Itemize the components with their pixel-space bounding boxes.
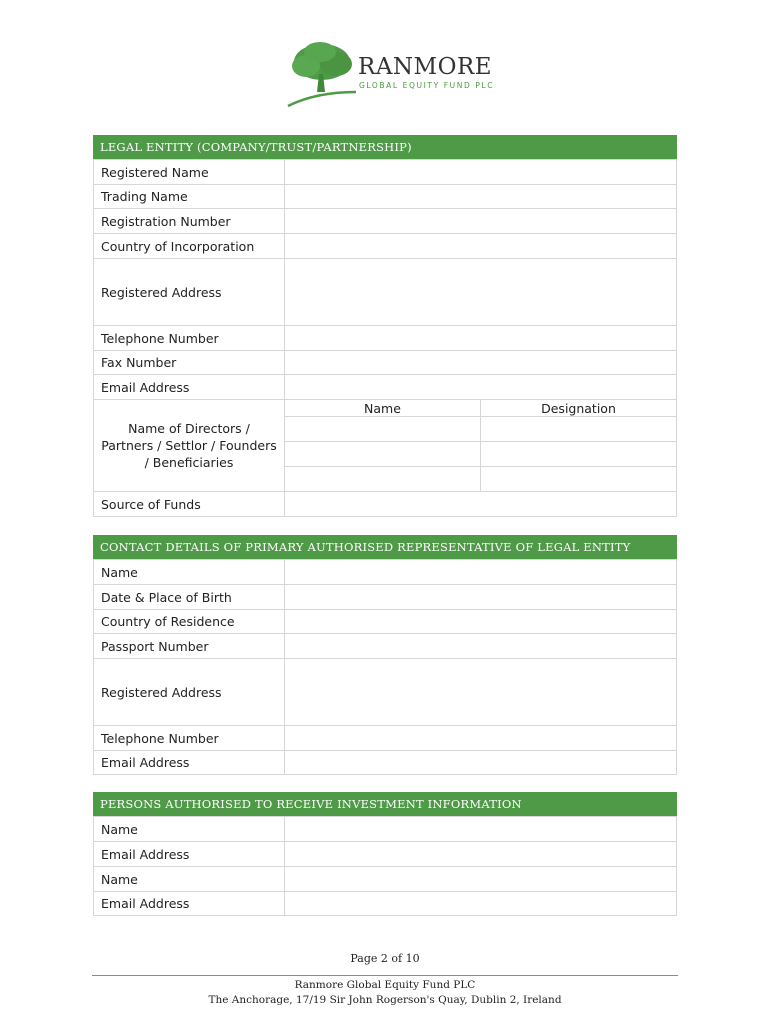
directors-header-row (94, 400, 677, 417)
contact-name-field[interactable] (285, 560, 677, 585)
field-label: Name (94, 560, 285, 585)
registered-name-field[interactable] (285, 160, 677, 185)
table-row (94, 585, 677, 610)
table-row (94, 351, 677, 375)
table-row (94, 726, 677, 751)
page-number: Page 2 of 10 (350, 952, 420, 965)
contact-table (93, 559, 677, 775)
field-label: Telephone Number (94, 726, 285, 751)
field-label: Trading Name (94, 185, 285, 209)
person-name-field[interactable] (285, 817, 677, 842)
table-row (94, 892, 677, 916)
contact-email-field[interactable] (285, 751, 677, 775)
table-row (94, 234, 677, 259)
field-label: Telephone Number (94, 326, 285, 351)
table-row (94, 610, 677, 634)
registered-address-field[interactable] (285, 259, 677, 326)
contact-address-field[interactable] (285, 659, 677, 726)
field-label: Registration Number (94, 209, 285, 234)
directors-label: Name of Directors / Partners / Settlor / Founders / Beneficiaries (94, 400, 285, 492)
footer-divider (92, 975, 678, 976)
name-column-header: Name (285, 400, 481, 417)
persons-header: PERSONS AUTHORISED TO RECEIVE INVESTMENT INFORMATION (93, 792, 677, 816)
country-of-residence-field[interactable] (285, 610, 677, 634)
persons-section (93, 792, 677, 916)
registration-number-field[interactable] (285, 209, 677, 234)
footer-address: The Anchorage, 17/19 Sir John Rogerson's Quay, Dublin 2, Ireland (208, 994, 562, 1006)
fax-number-field[interactable] (285, 351, 677, 375)
table-row (94, 160, 677, 185)
director-designation-field[interactable] (481, 417, 677, 442)
field-label: Email Address (94, 892, 285, 916)
country-of-incorporation-field[interactable] (285, 234, 677, 259)
director-name-field[interactable] (285, 467, 481, 492)
field-label: Registered Address (94, 259, 285, 326)
table-row (94, 209, 677, 234)
table-row (94, 185, 677, 209)
field-label: Email Address (94, 375, 285, 400)
passport-number-field[interactable] (285, 634, 677, 659)
field-label: Name (94, 867, 285, 892)
field-label: Country of Incorporation (94, 234, 285, 259)
person-email-field[interactable] (285, 892, 677, 916)
table-row (94, 492, 677, 517)
field-label: Date & Place of Birth (94, 585, 285, 610)
brand-subtitle: GLOBAL EQUITY FUND PLC (359, 81, 495, 90)
table-row (94, 326, 677, 351)
table-row (94, 817, 677, 842)
field-label: Source of Funds (94, 492, 285, 517)
field-label: Registered Name (94, 160, 285, 185)
table-row (94, 560, 677, 585)
table-row (94, 867, 677, 892)
director-name-field[interactable] (285, 442, 481, 467)
legal-entity-section (93, 135, 677, 517)
field-label: Country of Residence (94, 610, 285, 634)
field-label: Passport Number (94, 634, 285, 659)
contact-telephone-field[interactable] (285, 726, 677, 751)
table-row (94, 659, 677, 726)
legal-entity-table (93, 159, 677, 517)
telephone-number-field[interactable] (285, 326, 677, 351)
person-email-field[interactable] (285, 842, 677, 867)
email-address-field[interactable] (285, 375, 677, 400)
person-name-field[interactable] (285, 867, 677, 892)
source-of-funds-field[interactable] (285, 492, 677, 517)
designation-column-header: Designation (481, 400, 677, 417)
table-row (94, 375, 677, 400)
birth-date-place-field[interactable] (285, 585, 677, 610)
table-row (94, 751, 677, 775)
director-name-field[interactable] (285, 417, 481, 442)
field-label: Fax Number (94, 351, 285, 375)
table-row (94, 634, 677, 659)
table-row (94, 259, 677, 326)
field-label: Registered Address (94, 659, 285, 726)
footer-company: Ranmore Global Equity Fund PLC (294, 979, 476, 991)
field-label: Email Address (94, 842, 285, 867)
contact-section (93, 535, 677, 775)
table-row (94, 842, 677, 867)
director-designation-field[interactable] (481, 467, 677, 492)
tree-icon (286, 40, 358, 108)
field-label: Name (94, 817, 285, 842)
legal-entity-header: LEGAL ENTITY (COMPANY/TRUST/PARTNERSHIP) (93, 135, 677, 159)
brand-name: RANMORE (358, 54, 493, 80)
ranmore-logo (286, 40, 496, 110)
persons-table (93, 816, 677, 916)
trading-name-field[interactable] (285, 185, 677, 209)
director-designation-field[interactable] (481, 442, 677, 467)
contact-header: CONTACT DETAILS OF PRIMARY AUTHORISED REPRESENTATIVE OF LEGAL ENTITY (93, 535, 677, 559)
field-label: Email Address (94, 751, 285, 775)
